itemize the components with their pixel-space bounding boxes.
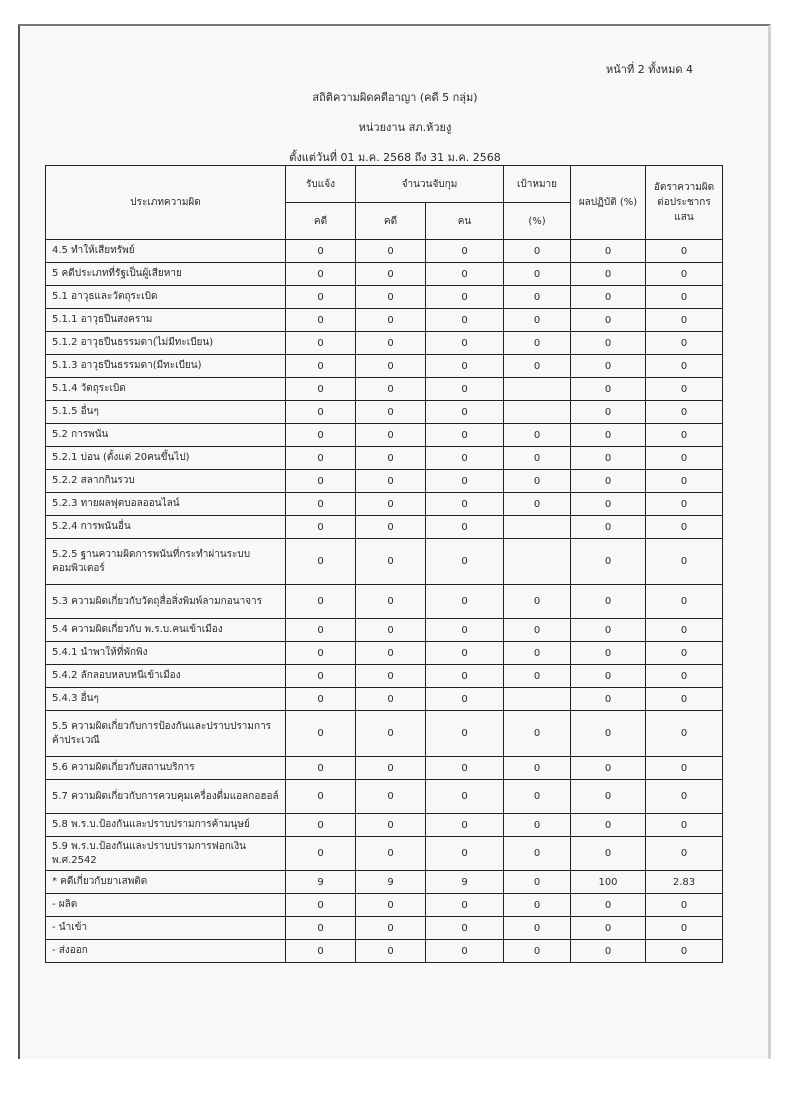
cell-reported: 0 [286,814,356,837]
cell-target [504,516,571,539]
cell-rate: 0 [646,286,723,309]
cell-arr-persons: 0 [426,711,504,757]
cell-arr-cases: 0 [356,401,426,424]
cell-arr-persons: 0 [426,780,504,814]
cell-arr-persons: 0 [426,424,504,447]
row-label: - ส่งออก [46,940,286,963]
cell-rate: 0 [646,780,723,814]
cell-performance: 0 [571,665,646,688]
row-label: 5.2.5 ฐานความผิดการพนันที่กระทำผ่านระบบคอมพิวเตอร์ [46,539,286,585]
cell-target: 0 [504,447,571,470]
cell-rate: 0 [646,711,723,757]
row-label: 5.1.1 อาวุธปืนสงคราม [46,309,286,332]
cell-performance: 0 [571,585,646,619]
cell-target: 0 [504,837,571,871]
cell-reported: 0 [286,286,356,309]
cell-target [504,401,571,424]
cell-arr-cases: 0 [356,447,426,470]
table-row [46,871,723,894]
cell-arr-cases: 0 [356,711,426,757]
cell-arr-cases: 0 [356,309,426,332]
cell-reported: 0 [286,837,356,871]
row-label: 5 คดีประเภทที่รัฐเป็นผู้เสียหาย [46,263,286,286]
table-row [46,332,723,355]
cell-target: 0 [504,665,571,688]
row-label: 5.1 อาวุธและวัตถุระเบิด [46,286,286,309]
row-label: 5.3 ความผิดเกี่ยวกับวัตถุสื่อสิ่งพิมพ์ลามกอนาจาร [46,585,286,619]
header-arrested-cases: คดี [356,203,426,240]
table-row [46,447,723,470]
cell-rate: 0 [646,940,723,963]
cell-reported: 0 [286,619,356,642]
row-label: 5.1.2 อาวุธปืนธรรมดา(ไม่มีทะเบียน) [46,332,286,355]
header-offense-type: ประเภทความผิด [46,166,286,240]
report-unit: หน่วยงาน สภ.ห้วยงู [358,121,452,134]
cell-rate: 0 [646,447,723,470]
row-label: 5.2.2 สลากกินรวบ [46,470,286,493]
cell-reported: 0 [286,711,356,757]
cell-arr-persons: 9 [426,871,504,894]
row-label: 5.2.4 การพนันอื่น [46,516,286,539]
cell-reported: 0 [286,917,356,940]
cell-rate: 0 [646,894,723,917]
row-label: 5.4.1 นำพาให้ที่พักพิง [46,642,286,665]
cell-target: 0 [504,355,571,378]
cell-target: 0 [504,780,571,814]
table-row [46,665,723,688]
cell-arr-persons: 0 [426,688,504,711]
cell-arr-persons: 0 [426,378,504,401]
cell-arr-cases: 0 [356,332,426,355]
cell-arr-cases: 0 [356,378,426,401]
table-row [46,286,723,309]
cell-arr-persons: 0 [426,263,504,286]
table-row [46,401,723,424]
cell-arr-cases: 0 [356,286,426,309]
row-label: 5.9 พ.ร.บ.ป้องกันและปราบปรามการฟอกเงิน พ.ศ.2542 [46,837,286,871]
table-row [46,585,723,619]
cell-arr-persons: 0 [426,814,504,837]
cell-target [504,688,571,711]
cell-target [504,539,571,585]
cell-performance: 0 [571,470,646,493]
cell-arr-cases: 0 [356,757,426,780]
header-rate: อัตราความผิดต่อประชากรแสน [646,166,723,240]
cell-reported: 0 [286,309,356,332]
table-row [46,642,723,665]
cell-reported: 0 [286,470,356,493]
cell-reported: 0 [286,447,356,470]
cell-performance: 0 [571,309,646,332]
row-label: 5.7 ความผิดเกี่ยวกับการควบคุมเครื่องดื่มแอลกอฮอล์ [46,780,286,814]
row-label: 4.5 ทำให้เสียทรัพย์ [46,240,286,263]
report-title: สถิติความผิดคดีอาญา (คดี 5 กลุ่ม) [312,91,478,104]
cell-arr-cases: 0 [356,894,426,917]
row-label: - ผลิต [46,894,286,917]
row-label: 5.4 ความผิดเกี่ยวกับ พ.ร.บ.คนเข้าเมือง [46,619,286,642]
row-label: 5.2.1 บ่อน (ตั้งแต่ 20คนขึ้นไป) [46,447,286,470]
header-arrested: จำนวนจับกุม [356,166,504,203]
cell-reported: 0 [286,688,356,711]
cell-performance: 0 [571,780,646,814]
cell-rate: 0 [646,424,723,447]
row-label: 5.8 พ.ร.บ.ป้องกันและปราบปรามการค้ามนุษย์ [46,814,286,837]
cell-target: 0 [504,424,571,447]
cell-arr-cases: 0 [356,814,426,837]
cell-performance: 0 [571,814,646,837]
cell-target: 0 [504,240,571,263]
cell-arr-persons: 0 [426,447,504,470]
cell-target: 0 [504,940,571,963]
cell-rate: 0 [646,332,723,355]
cell-arr-cases: 0 [356,940,426,963]
cell-reported: 0 [286,665,356,688]
cell-performance: 100 [571,871,646,894]
cell-rate: 0 [646,401,723,424]
cell-performance: 0 [571,894,646,917]
cell-arr-cases: 0 [356,263,426,286]
cell-rate: 0 [646,757,723,780]
cell-rate: 0 [646,619,723,642]
cell-target: 0 [504,585,571,619]
cell-performance: 0 [571,619,646,642]
cell-arr-persons: 0 [426,940,504,963]
cell-arr-persons: 0 [426,332,504,355]
table-row [46,539,723,585]
cell-performance: 0 [571,332,646,355]
report-date-range: ตั้งแต่วันที่ 01 ม.ค. 2568 ถึง 31 ม.ค. 2568 [289,151,501,164]
cell-arr-cases: 0 [356,917,426,940]
cell-arr-cases: 0 [356,493,426,516]
crime-statistics-table [45,165,723,963]
table-row [46,837,723,871]
cell-performance: 0 [571,539,646,585]
table-row [46,780,723,814]
cell-rate: 0 [646,240,723,263]
cell-performance: 0 [571,401,646,424]
table-row [46,894,723,917]
cell-arr-persons: 0 [426,470,504,493]
cell-reported: 0 [286,757,356,780]
table-row [46,470,723,493]
cell-reported: 0 [286,401,356,424]
cell-performance: 0 [571,940,646,963]
row-label: 5.4.3 อื่นๆ [46,688,286,711]
cell-reported: 0 [286,539,356,585]
cell-arr-persons: 0 [426,585,504,619]
header-reported-cases: คดี [286,203,356,240]
table-row [46,619,723,642]
cell-arr-cases: 0 [356,688,426,711]
cell-arr-persons: 0 [426,401,504,424]
cell-performance: 0 [571,757,646,780]
cell-arr-persons: 0 [426,355,504,378]
row-label: 5.1.4 วัตถุระเบิด [46,378,286,401]
cell-rate: 0 [646,642,723,665]
cell-arr-cases: 0 [356,665,426,688]
cell-rate: 0 [646,263,723,286]
row-label: 5.1.3 อาวุธปืนธรรมดา(มีทะเบียน) [46,355,286,378]
cell-performance: 0 [571,447,646,470]
cell-arr-cases: 9 [356,871,426,894]
cell-reported: 0 [286,780,356,814]
cell-performance: 0 [571,711,646,757]
table-row [46,378,723,401]
table-row [46,688,723,711]
row-label: 5.6 ความผิดเกี่ยวกับสถานบริการ [46,757,286,780]
cell-target: 0 [504,871,571,894]
table-row [46,355,723,378]
cell-arr-persons: 0 [426,917,504,940]
cell-arr-cases: 0 [356,240,426,263]
cell-target [504,378,571,401]
cell-target: 0 [504,493,571,516]
cell-arr-persons: 0 [426,619,504,642]
table-row [46,516,723,539]
cell-arr-cases: 0 [356,355,426,378]
cell-rate: 0 [646,539,723,585]
cell-rate: 0 [646,355,723,378]
cell-arr-persons: 0 [426,493,504,516]
cell-target: 0 [504,263,571,286]
cell-arr-persons: 0 [426,309,504,332]
header-target: เป้าหมาย [504,166,571,203]
cell-performance: 0 [571,355,646,378]
table-row [46,814,723,837]
cell-rate: 0 [646,378,723,401]
row-label: 5.2.3 ทายผลฟุตบอลออนไลน์ [46,493,286,516]
table-row [46,711,723,757]
header-target-percent: (%) [504,203,571,240]
cell-rate: 0 [646,309,723,332]
row-label: * คดีเกี่ยวกับยาเสพติด [46,871,286,894]
cell-arr-cases: 0 [356,780,426,814]
cell-rate: 0 [646,837,723,871]
cell-performance: 0 [571,378,646,401]
cell-rate: 0 [646,688,723,711]
table-row [46,493,723,516]
page-number: หน้าที่ 2 ทั้งหมด 4 [606,63,693,76]
cell-arr-cases: 0 [356,516,426,539]
table-row [46,309,723,332]
cell-performance: 0 [571,642,646,665]
cell-reported: 0 [286,493,356,516]
cell-arr-persons: 0 [426,642,504,665]
cell-rate: 0 [646,814,723,837]
table-row [46,917,723,940]
row-label: 5.1.5 อื่นๆ [46,401,286,424]
cell-target: 0 [504,619,571,642]
cell-target: 0 [504,642,571,665]
cell-arr-cases: 0 [356,539,426,585]
cell-performance: 0 [571,917,646,940]
cell-rate: 0 [646,917,723,940]
row-label: 5.4.2 ลักลอบหลบหนีเข้าเมือง [46,665,286,688]
cell-target: 0 [504,470,571,493]
cell-reported: 0 [286,378,356,401]
cell-arr-cases: 0 [356,470,426,493]
cell-reported: 0 [286,516,356,539]
cell-performance: 0 [571,493,646,516]
cell-arr-persons: 0 [426,240,504,263]
cell-arr-persons: 0 [426,894,504,917]
cell-reported: 0 [286,355,356,378]
cell-target: 0 [504,286,571,309]
table-row [46,240,723,263]
table-row [46,757,723,780]
cell-rate: 0 [646,585,723,619]
cell-rate: 0 [646,516,723,539]
cell-performance: 0 [571,240,646,263]
table-row [46,424,723,447]
header-reported: รับแจ้ง [286,166,356,203]
cell-rate: 2.83 [646,871,723,894]
header-performance: ผลปฏิบัติ (%) [571,166,646,240]
cell-rate: 0 [646,470,723,493]
row-label: 5.2 การพนัน [46,424,286,447]
cell-performance: 0 [571,688,646,711]
cell-arr-cases: 0 [356,424,426,447]
cell-arr-persons: 0 [426,516,504,539]
cell-reported: 0 [286,240,356,263]
table-row [46,263,723,286]
cell-reported: 0 [286,642,356,665]
cell-performance: 0 [571,424,646,447]
cell-target: 0 [504,917,571,940]
cell-reported: 0 [286,585,356,619]
cell-target: 0 [504,332,571,355]
cell-performance: 0 [571,837,646,871]
cell-arr-persons: 0 [426,665,504,688]
cell-performance: 0 [571,263,646,286]
cell-arr-cases: 0 [356,837,426,871]
cell-reported: 0 [286,263,356,286]
cell-rate: 0 [646,665,723,688]
cell-arr-cases: 0 [356,585,426,619]
header-arrested-persons: คน [426,203,504,240]
cell-arr-persons: 0 [426,757,504,780]
cell-performance: 0 [571,516,646,539]
row-label: - นำเข้า [46,917,286,940]
cell-arr-persons: 0 [426,837,504,871]
cell-reported: 0 [286,894,356,917]
cell-rate: 0 [646,493,723,516]
cell-arr-cases: 0 [356,619,426,642]
cell-target: 0 [504,757,571,780]
cell-reported: 0 [286,940,356,963]
cell-target: 0 [504,309,571,332]
cell-arr-persons: 0 [426,539,504,585]
cell-performance: 0 [571,286,646,309]
table-row [46,940,723,963]
row-label: 5.5 ความผิดเกี่ยวกับการป้องกันและปราบปรามการค้าประเวณี [46,711,286,757]
cell-arr-cases: 0 [356,642,426,665]
cell-reported: 0 [286,424,356,447]
cell-target: 0 [504,711,571,757]
cell-target: 0 [504,894,571,917]
cell-reported: 9 [286,871,356,894]
cell-arr-persons: 0 [426,286,504,309]
cell-reported: 0 [286,332,356,355]
cell-target: 0 [504,814,571,837]
